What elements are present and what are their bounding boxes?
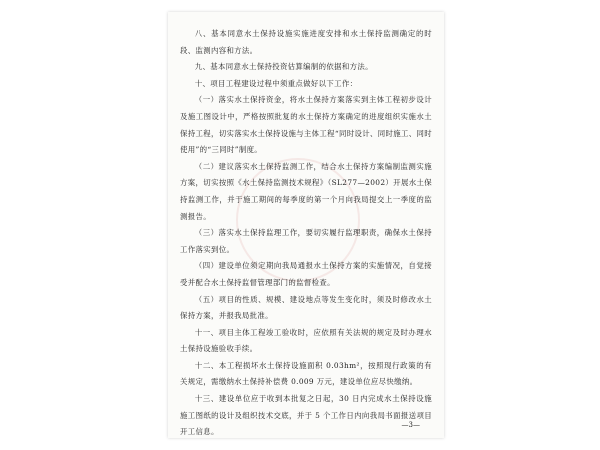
paragraph-8: 八、基本同意水土保持设施实施进度安排和水土保持监测确定的时段、监测内容和方法。 bbox=[180, 29, 432, 55]
paragraph-10-5: （五）项目的性质、规模、建设地点等发生变化时，须及时修改水土保持方案，并报我局批准。 bbox=[180, 294, 432, 321]
page-number: —3— bbox=[401, 421, 420, 429]
paragraph-10: 十、项目工程建设过程中须重点做好以下工作： bbox=[194, 78, 358, 88]
paragraph-13: 十三、建设单位应于收到本批复之日起，30 日内完成水土保持设施施工图纸的设计及组织技术交底，并于 5 个工作日内向我局书面报送项目开工信息。 bbox=[180, 394, 432, 437]
paragraph-10-3: （三）落实水土保持监理工作，要切实履行监理职责，确保水土保持工作落实到位。 bbox=[180, 228, 432, 254]
paragraph-12: 十二、本工程损坏水土保持设施面积 0.03hm²，按照现行政策的有关规定，需缴纳水土保持补偿费 0.009 万元，建设单位应尽快缴纳。 bbox=[180, 360, 432, 387]
document-body bbox=[180, 26, 432, 441]
paragraph-10-2: （二）建议落实水土保持监测工作，结合水土保持方案编制监测实施方案，切实按照《水土保持监测技术规程》（SL277—2002）开展水土保持监测工作，并于施工期间的每季度的第一个月向我局提交上一季度的监测报告。 bbox=[180, 161, 432, 221]
paragraph-10-1: （一）落实水土保持资金，将水土保持方案落实到主体工程初步设计及施工图设计中，严格按照批复的水土保持方案确定的进度组织实施水土保持工程，切实落实水土保持设施与主体工程“同时设计、同时施工、同时使用”的“三同时”制度。 bbox=[180, 95, 432, 155]
paragraph-10-4: （四）建设单位须定期向我局通报水土保持方案的实施情况，自觉接受并配合水土保持监督管理部门的监督检查。 bbox=[180, 261, 432, 287]
paragraph-9: 九、基本同意水土保持投资估算编制的依据和方法。 bbox=[194, 62, 373, 72]
paragraph-11: 十一、项目主体工程竣工验收时，应依照有关法规的规定及时办理水土保持设施验收手续。 bbox=[180, 327, 432, 354]
